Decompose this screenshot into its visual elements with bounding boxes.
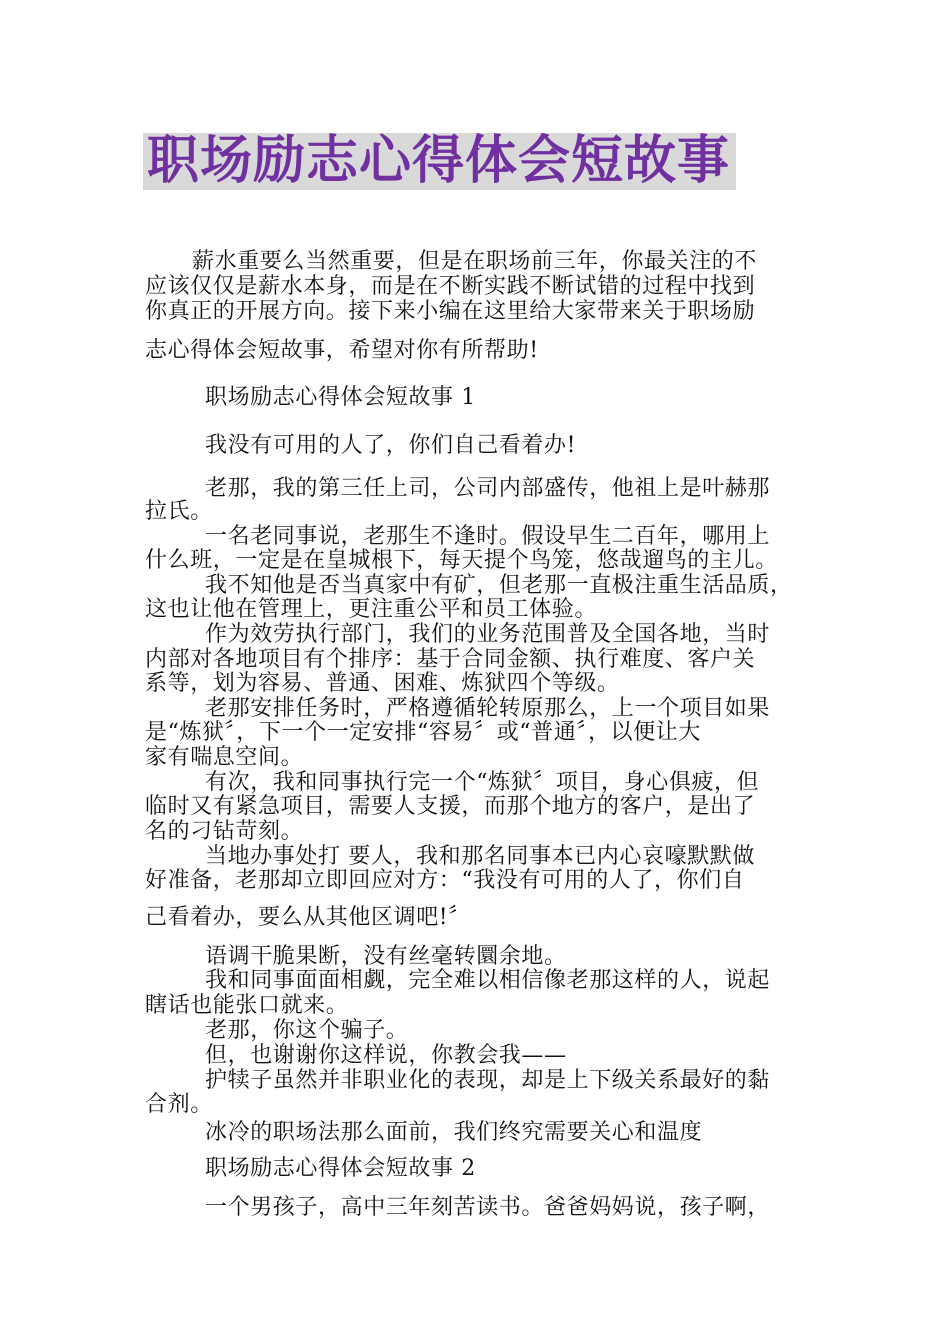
paragraph-line: 什么班，一定是在皇城根下，每天提个鸟笼，悠哉遛鸟的主儿。 — [145, 548, 778, 573]
paragraph-line: 作为效劳执行部门，我们的业务范围普及全国各地，当时 — [205, 622, 771, 647]
paragraph-line: 护犊子虽然并非职业化的表现，却是上下级关系最好的黏 — [205, 1068, 771, 1093]
paragraph-line: 志心得体会短故事，希望对你有所帮助! — [145, 338, 539, 363]
paragraph-line: 家有喘息空间。 — [145, 745, 304, 770]
paragraph-line: 名的刁钻苛刻。 — [145, 819, 304, 844]
paragraph-line: 内部对各地项目有个排序：基于合同金额、执行难度、客户关 — [145, 647, 756, 672]
paragraph-line: 一名老同事说，老那生不逢时。假设早生二百年，哪用上 — [205, 524, 771, 549]
paragraph-line: 老那，我的第三任上司，公司内部盛传，他祖上是叶赫那 — [205, 476, 771, 501]
paragraph-line: 老那，你这个骗子。 — [205, 1018, 409, 1043]
paragraph-line: 语调干脆果断，没有丝毫转圜余地。 — [205, 944, 567, 969]
paragraph-line: 拉氏。 — [145, 499, 213, 524]
paragraph-line: 我和同事面面相觑，完全难以相信像老那这样的人，说起 — [205, 968, 771, 993]
paragraph-line: 冰冷的职场法那么面前，我们终究需要关心和温度 — [205, 1120, 703, 1145]
paragraph-line: 你真正的开展方向。接下来小编在这里给大家带来关于职场励 — [145, 299, 756, 324]
paragraph-line: 瞎话也能张口就来。 — [145, 993, 349, 1018]
paragraph-line: 合剂。 — [145, 1092, 213, 1117]
paragraph-line: 一个男孩子，高中三年刻苦读书。爸爸妈妈说，孩子啊， — [205, 1195, 771, 1220]
paragraph-line: 好准备，老那却立即回应对方：“我没有可用的人了，你们自 — [145, 868, 745, 893]
paragraph-line: 当地办事处打 要人，我和那名同事本已内心哀嚎默默做 — [205, 844, 755, 869]
document-title: 职场励志心得体会短故事 — [143, 133, 736, 190]
paragraph-line: 临时又有紧急项目，需要人支援，而那个地方的客户，是出了 — [145, 794, 756, 819]
paragraph-line: 应该仅仅是薪水本身，而是在不断实践不断试错的过程中找到 — [145, 274, 756, 299]
section-heading: 职场励志心得体会短故事 1 — [205, 385, 476, 410]
paragraph-line: 是“炼狱〞，下一个一定安排“容易〞或“普通〞，以便让大 — [145, 720, 701, 745]
paragraph-line: 老那安排任务时，严格遵循轮转原那么，上一个项目如果 — [205, 696, 771, 721]
paragraph-line: 这也让他在管理上，更注重公平和员工体验。 — [145, 597, 598, 622]
paragraph-line: 薪水重要么当然重要，但是在职场前三年，你最关注的不 — [192, 249, 758, 274]
paragraph-line: 有次，我和同事执行完一个“炼狱〞项目，身心俱疲，但 — [205, 770, 760, 795]
paragraph-line: 但，也谢谢你这样说，你教会我—— — [205, 1043, 567, 1068]
paragraph-line: 我不知他是否当真家中有矿，但老那一直极注重生活品质， — [205, 573, 793, 598]
paragraph-line: 我没有可用的人了，你们自己看着办! — [205, 433, 577, 458]
section-heading: 职场励志心得体会短故事 2 — [205, 1156, 476, 1181]
paragraph-line: 己看着办，要么从其他区调吧!〞 — [145, 905, 471, 930]
paragraph-line: 系等，划为容易、普通、困难、炼狱四个等级。 — [145, 671, 620, 696]
